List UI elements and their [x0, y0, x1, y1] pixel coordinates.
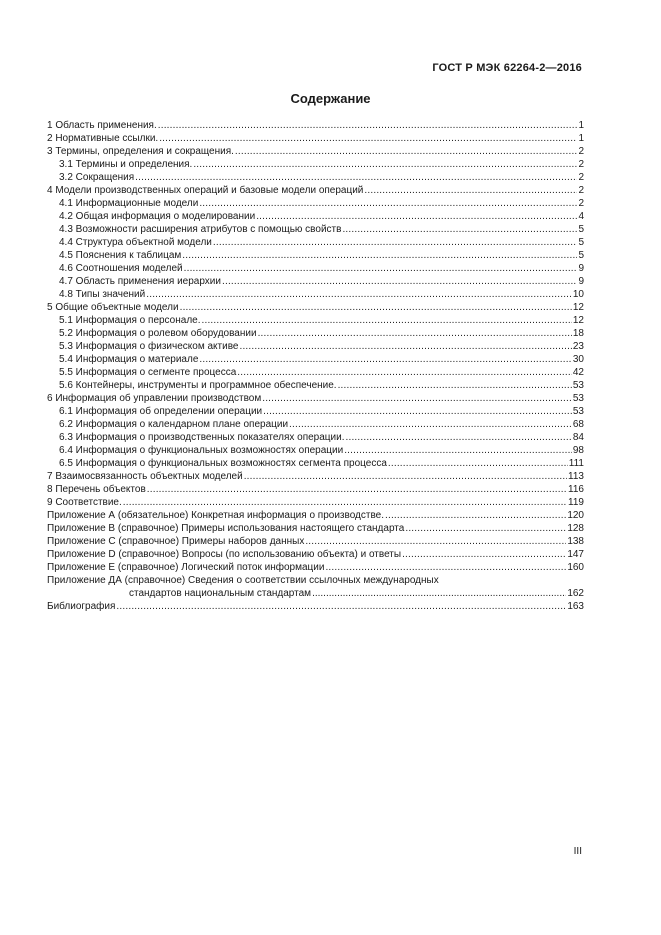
toc-entry[interactable] — [47, 392, 584, 405]
toc-entry[interactable] — [47, 509, 584, 522]
toc-entry[interactable] — [47, 470, 584, 483]
toc-entry-page: 162 — [567, 588, 584, 599]
toc-entry-label: 5.4 Информация о материале — [59, 354, 199, 365]
toc-entry-label: 4.8 Типы значений — [59, 289, 146, 300]
dot-leader — [146, 288, 572, 301]
toc-entry-label: 5.1 Информация о персонале. — [59, 315, 201, 326]
dot-leader — [402, 548, 566, 561]
toc-entry[interactable] — [47, 197, 584, 210]
dot-leader — [338, 379, 572, 392]
toc-entry[interactable] — [47, 301, 584, 314]
toc-entry[interactable] — [47, 379, 584, 392]
toc-entry-page: 23 — [572, 341, 584, 352]
toc-entry-page: 42 — [572, 367, 584, 378]
toc-entry-page: 1 — [578, 133, 584, 144]
toc-entry-label: Приложение В (справочное) Примеры использования настоящего стандарта — [47, 523, 405, 534]
toc-entry-label-continued: стандартов национальным стандартам — [129, 588, 312, 599]
toc-entry-page: 53 — [572, 393, 584, 404]
toc-entry-page: 111 — [568, 458, 584, 469]
dot-leader — [135, 171, 577, 184]
toc-entry-label: 5.3 Информация о физическом активе — [59, 341, 239, 352]
dot-leader — [123, 496, 567, 509]
toc-entry-label: 6.1 Информация об определении операции — [59, 406, 263, 417]
toc-entry-label: 5.6 Контейнеры, инструменты и программное обеспечение. — [59, 380, 337, 391]
toc-entry-label: 4.2 Общая информация о моделировании — [59, 211, 256, 222]
dot-leader — [312, 587, 566, 600]
toc-entry[interactable] — [47, 600, 584, 613]
toc-entry[interactable] — [47, 132, 584, 145]
dot-leader — [244, 470, 567, 483]
toc-entry-page: 1 — [578, 120, 584, 131]
toc-entry[interactable] — [47, 119, 584, 132]
toc-entry-page: 53 — [572, 380, 584, 391]
dot-leader — [342, 223, 577, 236]
toc-entry-label: 3.1 Термины и определения. — [59, 159, 193, 170]
toc-entry[interactable] — [47, 561, 584, 574]
toc-entry-label: 8 Перечень объектов — [47, 484, 146, 495]
toc-entry-page: 9 — [578, 263, 584, 274]
toc-entry[interactable] — [47, 236, 584, 249]
dot-leader — [305, 535, 566, 548]
toc-entry[interactable] — [47, 353, 584, 366]
toc-entry[interactable] — [47, 483, 584, 496]
toc-entry-label: 6.5 Информация о функциональных возможностях сегмента процесса — [59, 458, 387, 469]
toc-entry-label: Приложение А (обязательное) Конкретная информация о производстве. — [47, 510, 384, 521]
toc-entry[interactable] — [47, 223, 584, 236]
dot-leader — [159, 132, 577, 145]
toc-entry[interactable] — [47, 249, 584, 262]
toc-entry[interactable] — [47, 145, 584, 158]
toc-entry-label: Приложение ДА (справочное) Сведения о соответствии ссылочных международных — [47, 575, 439, 586]
toc-entry-page: 2 — [578, 198, 584, 209]
toc-entry[interactable] — [47, 431, 584, 444]
page-number: III — [573, 846, 582, 857]
toc-entry-label: 4.1 Информационные модели — [59, 198, 199, 209]
dot-leader — [199, 353, 572, 366]
toc-entry-page: 84 — [572, 432, 584, 443]
toc-entry[interactable] — [47, 184, 584, 197]
toc-entry-label: 4.6 Соотношения моделей — [59, 263, 183, 274]
dot-leader — [385, 509, 566, 522]
dot-leader — [388, 457, 568, 470]
toc-entry-label: 6 Информация об управлении производством — [47, 393, 262, 404]
dot-leader — [263, 405, 572, 418]
toc-entry[interactable] — [47, 405, 584, 418]
toc-entry-label: 5.2 Информация о ролевом оборудовании — [59, 328, 257, 339]
toc-entry-label: 4.7 Область применения иерархии — [59, 276, 221, 287]
toc-entry-label: 4 Модели производственных операций и базовые модели операций — [47, 185, 364, 196]
toc-entry[interactable] — [47, 275, 584, 288]
dot-leader — [344, 444, 572, 457]
toc-entry-page: 5 — [578, 250, 584, 261]
toc-entry-label: 5 Общие объектные модели — [47, 302, 179, 313]
toc-entry[interactable] — [47, 210, 584, 223]
toc-entry[interactable] — [47, 535, 584, 548]
dot-leader — [325, 561, 566, 574]
dot-leader — [202, 314, 572, 327]
dot-leader — [237, 366, 572, 379]
toc-entry-page: 120 — [567, 510, 584, 521]
toc-entry-label: Библиография — [47, 601, 116, 612]
toc-entry-label: 4.3 Возможности расширения атрибутов с помощью свойств — [59, 224, 342, 235]
dot-leader — [345, 431, 571, 444]
toc-entry[interactable] — [47, 314, 584, 327]
dot-leader — [364, 184, 577, 197]
toc-entry[interactable] — [47, 548, 584, 561]
toc-entry[interactable] — [47, 158, 584, 171]
toc-entry-page: 12 — [572, 302, 584, 313]
toc-entry-label: 1 Область применения. — [47, 120, 157, 131]
toc-entry-label: 2 Нормативные ссылки. — [47, 133, 159, 144]
toc-entry-label: 4.4 Структура объектной модели — [59, 237, 212, 248]
toc-entry-label: Приложение С (справочное) Примеры наборов данных — [47, 536, 305, 547]
table-of-contents — [47, 119, 584, 613]
dot-leader — [258, 327, 572, 340]
toc-entry-page: 5 — [578, 237, 584, 248]
toc-entry-page: 116 — [568, 484, 584, 495]
dot-leader — [199, 197, 577, 210]
toc-entry-label: 3.2 Сокращения — [59, 172, 135, 183]
document-header: ГОСТ Р МЭК 62264-2—2016 — [432, 62, 582, 74]
toc-entry-page: 2 — [578, 185, 584, 196]
dot-leader — [262, 392, 572, 405]
dot-leader — [193, 158, 577, 171]
toc-entry[interactable] — [47, 574, 584, 600]
toc-entry[interactable] — [47, 327, 584, 340]
toc-entry-label: Приложение D (справочное) Вопросы (по использованию объекта) и ответы — [47, 549, 402, 560]
toc-entry-page: 138 — [567, 536, 584, 547]
dot-leader — [182, 249, 577, 262]
toc-entry[interactable] — [47, 171, 584, 184]
toc-entry-page: 147 — [567, 549, 584, 560]
toc-entry-page: 4 — [578, 211, 584, 222]
toc-entry-page: 2 — [578, 146, 584, 157]
toc-entry-label: Приложение Е (справочное) Логический поток информации — [47, 562, 325, 573]
dot-leader — [184, 262, 578, 275]
toc-entry-page: 163 — [567, 601, 584, 612]
toc-entry-label: 3 Термины, определения и сокращения. — [47, 146, 234, 157]
toc-entry-page: 98 — [572, 445, 584, 456]
toc-entry-label: 6.3 Информация о производственных показателях операции. — [59, 432, 345, 443]
toc-entry-page: 53 — [572, 406, 584, 417]
toc-entry[interactable] — [47, 496, 584, 509]
toc-entry[interactable] — [47, 340, 584, 353]
dot-leader — [239, 340, 571, 353]
dot-leader — [405, 522, 566, 535]
toc-entry-page: 9 — [578, 276, 584, 287]
toc-entry[interactable] — [47, 366, 584, 379]
dot-leader — [289, 418, 572, 431]
toc-entry-page: 160 — [567, 562, 584, 573]
toc-entry-page: 113 — [568, 471, 584, 482]
toc-entry[interactable] — [47, 288, 584, 301]
toc-entry-label: 6.2 Информация о календарном плане операции — [59, 419, 289, 430]
dot-leader — [222, 275, 577, 288]
toc-entry-page: 12 — [572, 315, 584, 326]
toc-entry-label: 7 Взаимосвязанность объектных моделей — [47, 471, 243, 482]
dot-leader — [116, 600, 566, 613]
dot-leader — [213, 236, 578, 249]
toc-entry-label: 6.4 Информация о функциональных возможностях операции — [59, 445, 344, 456]
toc-entry-page: 18 — [572, 328, 584, 339]
toc-entry-page: 68 — [572, 419, 584, 430]
toc-entry-label: 5.5 Информация о сегменте процесса — [59, 367, 237, 378]
toc-entry[interactable] — [47, 457, 584, 470]
toc-entry-page: 128 — [567, 523, 584, 534]
dot-leader — [235, 145, 578, 158]
page-title: Содержание — [290, 91, 371, 106]
toc-entry[interactable] — [47, 262, 584, 275]
dot-leader — [180, 301, 572, 314]
toc-entry-page: 2 — [578, 159, 584, 170]
toc-entry-page: 5 — [578, 224, 584, 235]
dot-leader — [256, 210, 577, 223]
dot-leader — [158, 119, 578, 132]
toc-entry-page: 2 — [578, 172, 584, 183]
toc-entry-page: 10 — [572, 289, 584, 300]
toc-entry[interactable] — [47, 444, 584, 457]
toc-entry-page: 30 — [572, 354, 584, 365]
dot-leader — [147, 483, 567, 496]
toc-entry-label: 4.5 Пояснения к таблицам — [59, 250, 182, 261]
toc-entry-label: 9 Соответствие. — [47, 497, 122, 508]
toc-entry-page: 119 — [568, 497, 584, 508]
toc-entry[interactable] — [47, 522, 584, 535]
toc-entry[interactable] — [47, 418, 584, 431]
